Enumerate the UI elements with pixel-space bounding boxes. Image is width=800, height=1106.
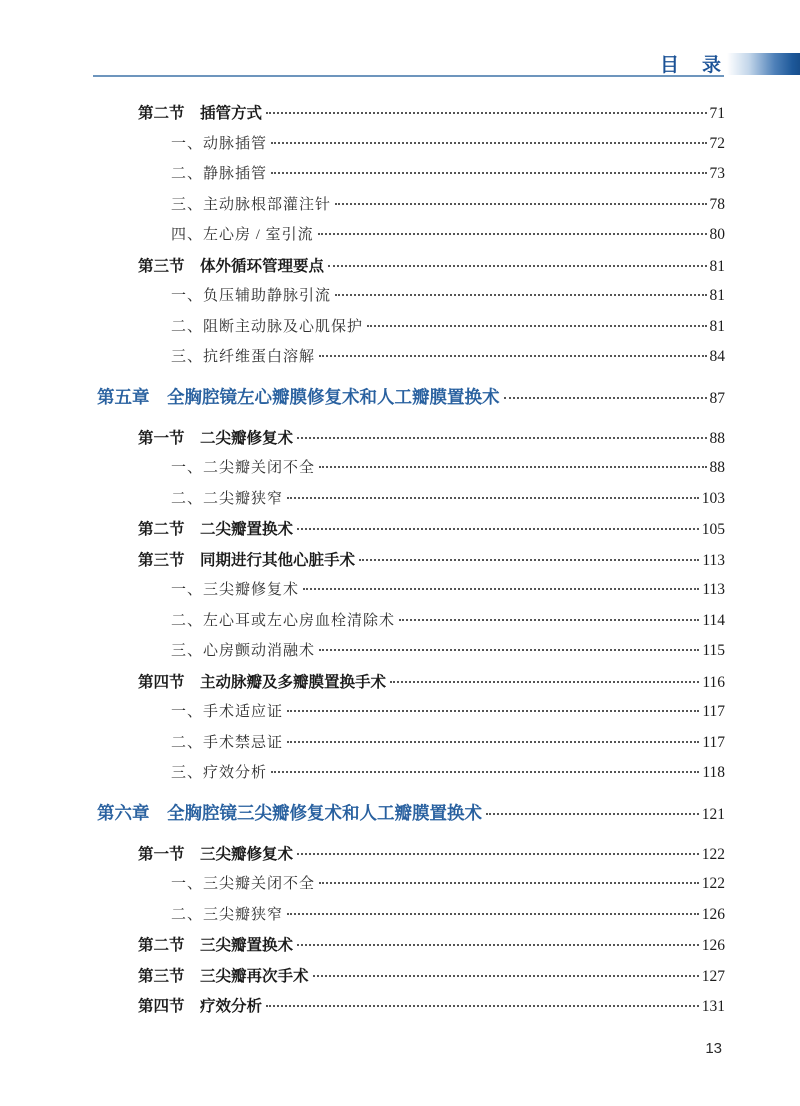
toc-entry-page: 113	[702, 581, 725, 598]
toc-entry-page: 81	[709, 257, 725, 275]
toc-entry-page: 126	[701, 937, 725, 954]
toc-entry-label: 一、负压辅助静脉引流	[171, 288, 332, 304]
toc-entry-page: 84	[709, 348, 725, 365]
dotted-leader	[319, 466, 706, 468]
toc-entry-page: 87	[709, 389, 725, 407]
toc-entry	[97, 517, 725, 548]
header-divider	[93, 75, 724, 77]
dotted-leader	[271, 771, 699, 773]
dotted-leader	[318, 233, 707, 235]
dotted-leader	[319, 649, 699, 651]
toc-entry	[97, 964, 725, 995]
toc-entry-label: 一、二尖瓣关闭不全	[171, 460, 316, 476]
toc-entry-label: 一、手术适应证	[171, 704, 284, 720]
toc-entry-label: 一、动脉插管	[171, 135, 268, 152]
toc-entry-page: 71	[709, 105, 725, 122]
toc-entry-page: 81	[709, 317, 725, 335]
toc-entry-label: 第四节 疗效分析	[138, 998, 263, 1015]
table-of-contents	[97, 101, 725, 1025]
toc-entry	[97, 731, 725, 762]
toc-entry-page: 105	[701, 521, 725, 538]
dotted-leader	[297, 437, 706, 439]
dotted-leader	[271, 172, 706, 174]
dotted-leader	[504, 397, 707, 399]
toc-entry	[97, 700, 725, 731]
toc-entry	[97, 994, 725, 1025]
dotted-leader	[367, 325, 706, 327]
toc-entry	[97, 872, 725, 903]
dotted-leader	[287, 497, 699, 499]
dotted-leader	[359, 559, 699, 561]
dotted-leader	[486, 813, 699, 815]
toc-entry-label: 二、三尖瓣狭窄	[171, 906, 284, 923]
toc-entry-label: 三、主动脉根部灌注针	[171, 196, 332, 213]
toc-entry	[97, 800, 725, 832]
dotted-leader	[297, 853, 699, 855]
toc-entry-label: 第六章 全胸腔镜三尖瓣修复术和人工瓣膜置换术	[97, 802, 482, 823]
toc-entry-page: 118	[702, 764, 725, 781]
toc-entry-page: 115	[702, 642, 725, 659]
toc-entry	[97, 132, 725, 163]
toc-entry-page: 78	[709, 195, 725, 213]
toc-entry-page: 103	[701, 489, 725, 507]
toc-entry	[97, 761, 725, 792]
dotted-leader	[328, 265, 706, 267]
toc-entry-page: 131	[701, 998, 725, 1015]
page-number: 13	[705, 1040, 722, 1057]
toc-entry-label: 第二节 插管方式	[138, 105, 263, 122]
toc-entry-label: 第三节 同期进行其他心脏手术	[138, 551, 356, 569]
toc-entry-page: 127	[701, 967, 725, 985]
toc-entry-page: 73	[709, 165, 725, 182]
toc-entry-label: 二、手术禁忌证	[171, 734, 284, 751]
toc-entry	[97, 315, 725, 346]
toc-entry-page: 88	[709, 459, 725, 476]
dotted-leader	[319, 882, 699, 884]
toc-entry-page: 117	[702, 703, 725, 720]
dotted-leader	[297, 528, 699, 530]
toc-entry-label: 第二节 二尖瓣置换术	[138, 521, 294, 538]
dotted-leader	[335, 203, 706, 205]
toc-entry	[97, 162, 725, 193]
toc-entry	[97, 426, 725, 457]
toc-entry-label: 三、心房颤动消融术	[171, 643, 316, 659]
dotted-leader	[266, 112, 706, 114]
toc-entry	[97, 101, 725, 132]
toc-entry	[97, 284, 725, 315]
toc-entry-label: 二、阻断主动脉及心肌保护	[171, 318, 364, 335]
toc-entry-label: 第一节 三尖瓣修复术	[138, 845, 294, 863]
toc-entry-page: 114	[702, 611, 725, 629]
toc-entry-label: 第三节 三尖瓣再次手术	[138, 967, 309, 985]
dotted-leader	[297, 944, 699, 946]
toc-entry-page: 80	[709, 226, 725, 243]
toc-entry-label: 第一节 二尖瓣修复术	[138, 429, 294, 447]
toc-entry	[97, 548, 725, 579]
toc-entry-page: 126	[701, 905, 725, 923]
toc-entry	[97, 345, 725, 376]
toc-entry	[97, 670, 725, 701]
dotted-leader	[287, 741, 699, 743]
header-gradient-bar	[727, 53, 800, 75]
dotted-leader	[266, 1005, 699, 1007]
dotted-leader	[399, 619, 699, 621]
dotted-leader	[313, 975, 699, 977]
toc-entry-label: 三、疗效分析	[171, 765, 268, 781]
toc-entry	[97, 384, 725, 416]
toc-entry-label: 第四节 主动脉瓣及多瓣膜置换手术	[138, 673, 387, 691]
toc-entry-label: 第五章 全胸腔镜左心瓣膜修复术和人工瓣膜置换术	[97, 386, 500, 407]
toc-entry-page: 113	[702, 551, 725, 569]
toc-entry	[97, 903, 725, 934]
toc-entry-label: 三、抗纤维蛋白溶解	[171, 349, 316, 365]
toc-entry	[97, 456, 725, 487]
toc-entry-page: 72	[709, 134, 725, 152]
toc-entry-label: 二、左心耳或左心房血栓清除术	[171, 612, 396, 629]
toc-entry-label: 二、静脉插管	[171, 166, 268, 182]
dotted-leader	[271, 142, 706, 144]
dotted-leader	[287, 710, 699, 712]
toc-entry-page: 81	[709, 287, 725, 304]
dotted-leader	[335, 294, 706, 296]
dotted-leader	[390, 681, 699, 683]
toc-entry	[97, 487, 725, 518]
dotted-leader	[287, 913, 699, 915]
toc-entry-label: 四、左心房 / 室引流	[171, 227, 314, 243]
toc-entry-page: 122	[701, 845, 725, 863]
toc-entry-page: 116	[702, 673, 725, 691]
dotted-leader	[319, 355, 706, 357]
toc-entry	[97, 933, 725, 964]
toc-entry	[97, 193, 725, 224]
toc-entry-page: 117	[702, 733, 725, 751]
toc-entry-label: 第二节 三尖瓣置换术	[138, 937, 294, 954]
dotted-leader	[303, 588, 699, 590]
toc-entry	[97, 223, 725, 254]
toc-entry	[97, 578, 725, 609]
toc-entry	[97, 842, 725, 873]
toc-entry-label: 一、三尖瓣关闭不全	[171, 876, 316, 892]
toc-entry-label: 二、二尖瓣狭窄	[171, 490, 284, 507]
toc-entry	[97, 609, 725, 640]
page-title: 目 录	[659, 55, 723, 76]
toc-entry-page: 121	[701, 805, 725, 823]
toc-entry-label: 第三节 体外循环管理要点	[138, 257, 325, 275]
toc-entry-page: 88	[709, 429, 725, 447]
toc-entry-page: 122	[701, 875, 725, 892]
toc-entry-label: 一、三尖瓣修复术	[171, 582, 300, 598]
toc-entry	[97, 639, 725, 670]
toc-entry	[97, 254, 725, 285]
